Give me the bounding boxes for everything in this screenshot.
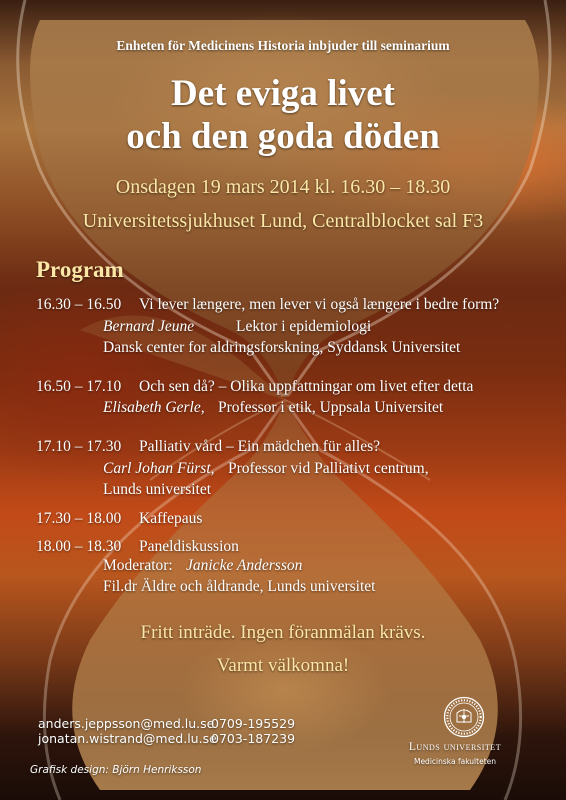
contact-phone: 0703-187239 xyxy=(211,731,296,746)
program-topic: Palliativ vård – Ein mädchen für alles? xyxy=(139,438,381,455)
title-line-1: Det eviga livet xyxy=(171,73,395,114)
program-extra-line: Fil.dr Äldre och åldrande, Lunds universitet xyxy=(103,578,376,595)
program-heading: Program xyxy=(36,257,124,282)
program-time: 17.10 – 17.30 xyxy=(36,438,122,455)
venue-line: Universitetssjukhuset Lund, Centralblocket sal F3 xyxy=(82,210,484,232)
program-speaker-detail: Lektor i epidemiologi xyxy=(236,318,372,335)
date-line: Onsdagen 19 mars 2014 kl. 16.30 – 18.30 xyxy=(115,176,451,198)
program-extra-line: Dansk center for aldringsforskning, Syddansk Universitet xyxy=(103,339,461,356)
program-moderator-label: Moderator: xyxy=(103,557,173,574)
program-speaker: Janicke Andersson xyxy=(186,557,303,574)
program-speaker: Carl Johan Fürst, xyxy=(103,460,215,477)
program-time: 17.30 – 18.00 xyxy=(36,510,122,527)
free-entry-notice: Fritt inträde. Ingen föranmälan krävs. xyxy=(140,622,426,643)
program-topic: Vi lever længere, men lever vi også længere i bedre form? xyxy=(139,296,500,313)
contact-phone: 0709-195529 xyxy=(211,716,296,731)
program-time: 16.50 – 17.10 xyxy=(36,378,122,395)
organizer-line: Enheten för Medicinens Historia inbjuder till seminarium xyxy=(116,38,450,53)
program-speaker-detail: Professor i etik, Uppsala Universitet xyxy=(218,399,444,416)
program-speaker-detail: Professor vid Palliativt centrum, xyxy=(228,460,429,477)
university-name: Lunds universitet xyxy=(408,741,502,753)
program-topic: Och sen då? – Olika uppfattningar om livet efter detta xyxy=(139,378,474,395)
lund-university-seal-icon xyxy=(443,696,485,738)
program-topic: Kaffepaus xyxy=(139,510,203,527)
program-topic: Paneldiskussion xyxy=(139,538,239,555)
design-credit: Grafisk design: Björn Henriksson xyxy=(30,764,202,776)
contact-email[interactable]: anders.jeppsson@med.lu.se xyxy=(38,716,215,731)
program-speaker: Bernard Jeune xyxy=(103,318,195,335)
title-line-2: och den goda döden xyxy=(126,116,440,157)
welcome-text: Varmt välkomna! xyxy=(216,655,350,676)
program-time: 18.00 – 18.30 xyxy=(36,538,122,555)
contact-email[interactable]: jonatan.wistrand@med.lu.se xyxy=(38,731,217,746)
program-extra-line: Lunds universitet xyxy=(103,481,212,498)
faculty-name: Medicinska fakulteten xyxy=(413,757,497,766)
program-time: 16.30 – 16.50 xyxy=(36,296,122,313)
program-speaker: Elisabeth Gerle, xyxy=(103,399,205,416)
